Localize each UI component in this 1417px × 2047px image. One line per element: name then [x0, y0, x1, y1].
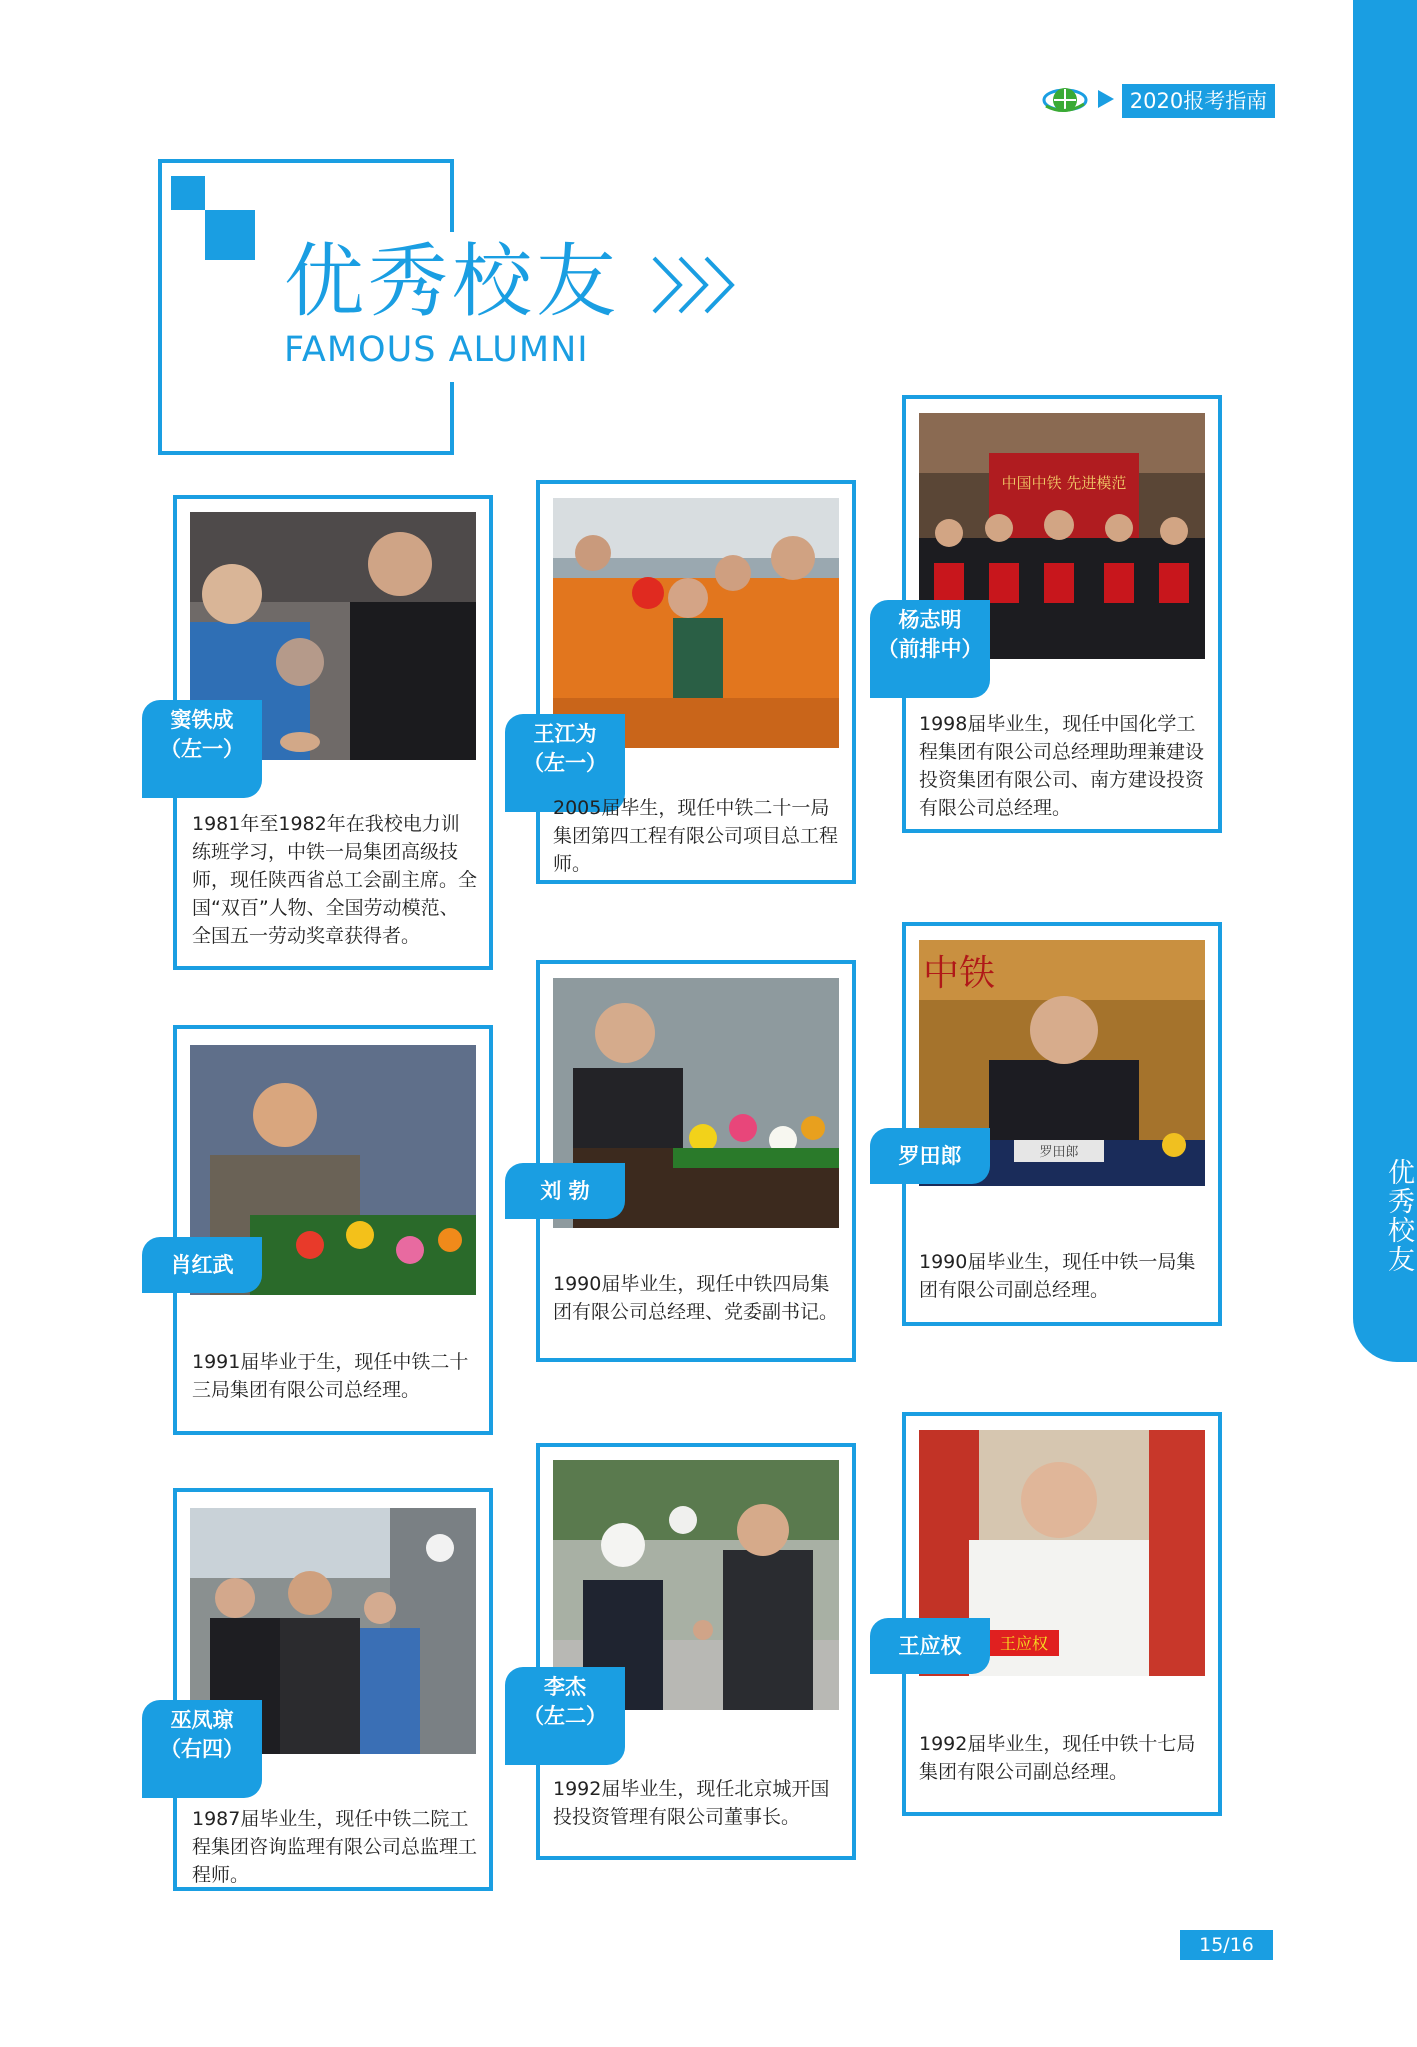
section-title: 优秀校友 — [284, 235, 620, 328]
alumni-position-note: （左一） — [523, 751, 607, 775]
alumni-name: 杨志明 — [898, 608, 962, 632]
alumni-name-tag — [870, 1618, 990, 1674]
alumni-name-tag — [142, 700, 262, 798]
alumni-name: 肖红武 — [170, 1253, 234, 1277]
alumni-position-note: （前排中） — [877, 637, 983, 661]
alumni-name: 王应权 — [898, 1634, 962, 1658]
alumni-name-tag — [505, 1163, 625, 1219]
alumni-photo — [553, 498, 839, 748]
alumni-name: 窦铁成 — [170, 708, 234, 732]
alumni-name: 王江为 — [533, 722, 597, 746]
alumni-name-tag — [870, 1128, 990, 1184]
alumni-name-tag — [142, 1237, 262, 1293]
photo-banner-text: 中国中铁 先进模范 — [1001, 474, 1127, 492]
alumni-description: 2005届毕生，现任中铁二十一局集团第四工程有限公司项目总工程师。 — [553, 797, 839, 875]
side-tab-label: 优秀校友 — [1383, 1158, 1414, 1274]
alumni-description: 1990届毕业生，现任中铁四局集团有限公司总经理、党委副书记。 — [553, 1273, 839, 1323]
alumni-description: 1981年至1982年在我校电力训练班学习，中铁一局集团高级技师，现任陕西省总工会副主席。全国“双百”人物、全国劳动模范、全国五一劳动奖章获得者。 — [192, 813, 478, 947]
title-decor-square — [171, 176, 205, 210]
alumni-description: 1987届毕业生，现任中铁二院工程集团咨询监理有限公司总监理工程师。 — [192, 1808, 478, 1886]
alumni-name: 李杰 — [544, 1675, 586, 1699]
alumni-description: 1991届毕业于生，现任中铁二十三局集团有限公司总经理。 — [192, 1351, 469, 1401]
alumni-name-tag — [142, 1700, 262, 1798]
title-decor-square-large — [205, 210, 255, 260]
alumni-description: 1992届毕业生，现任中铁十七局集团有限公司副总经理。 — [919, 1733, 1196, 1783]
alumni-name: 刘 勃 — [540, 1179, 590, 1203]
alumni-description: 1998届毕业生，现任中国化学工程集团有限公司总经理助理兼建设投资集团有限公司、南方建设投资有限公司总经理。 — [919, 713, 1205, 819]
alumni-position-note: （右四） — [160, 1737, 244, 1761]
play-triangle-icon — [1098, 90, 1114, 108]
alumni-name: 罗田郎 — [898, 1144, 962, 1168]
alumni-position-note: （左一） — [160, 737, 244, 761]
alumni-name: 巫凤琼 — [170, 1708, 234, 1732]
page-number: 15/16 — [1180, 1930, 1273, 1960]
photo-wall-text: 中铁 — [922, 953, 996, 994]
alumni-position-note: （左二） — [523, 1704, 607, 1728]
alumni-name-tag — [505, 1667, 625, 1765]
school-logo-icon — [1042, 82, 1088, 118]
alumni-description: 1990届毕业生，现任中铁一局集团有限公司副总经理。 — [919, 1251, 1196, 1301]
guide-label: 2020报考指南 — [1122, 84, 1275, 118]
section-subtitle: FAMOUS ALUMNI — [284, 330, 589, 370]
photo-nameplate-text: 王应权 — [999, 1634, 1049, 1653]
alumni-description: 1992届毕业生，现任北京城开国投投资管理有限公司董事长。 — [553, 1778, 830, 1828]
alumni-name-tag — [870, 600, 990, 698]
triple-chevron-right-icon — [650, 250, 750, 320]
photo-nameplate-text: 罗田郎 — [1039, 1145, 1079, 1160]
